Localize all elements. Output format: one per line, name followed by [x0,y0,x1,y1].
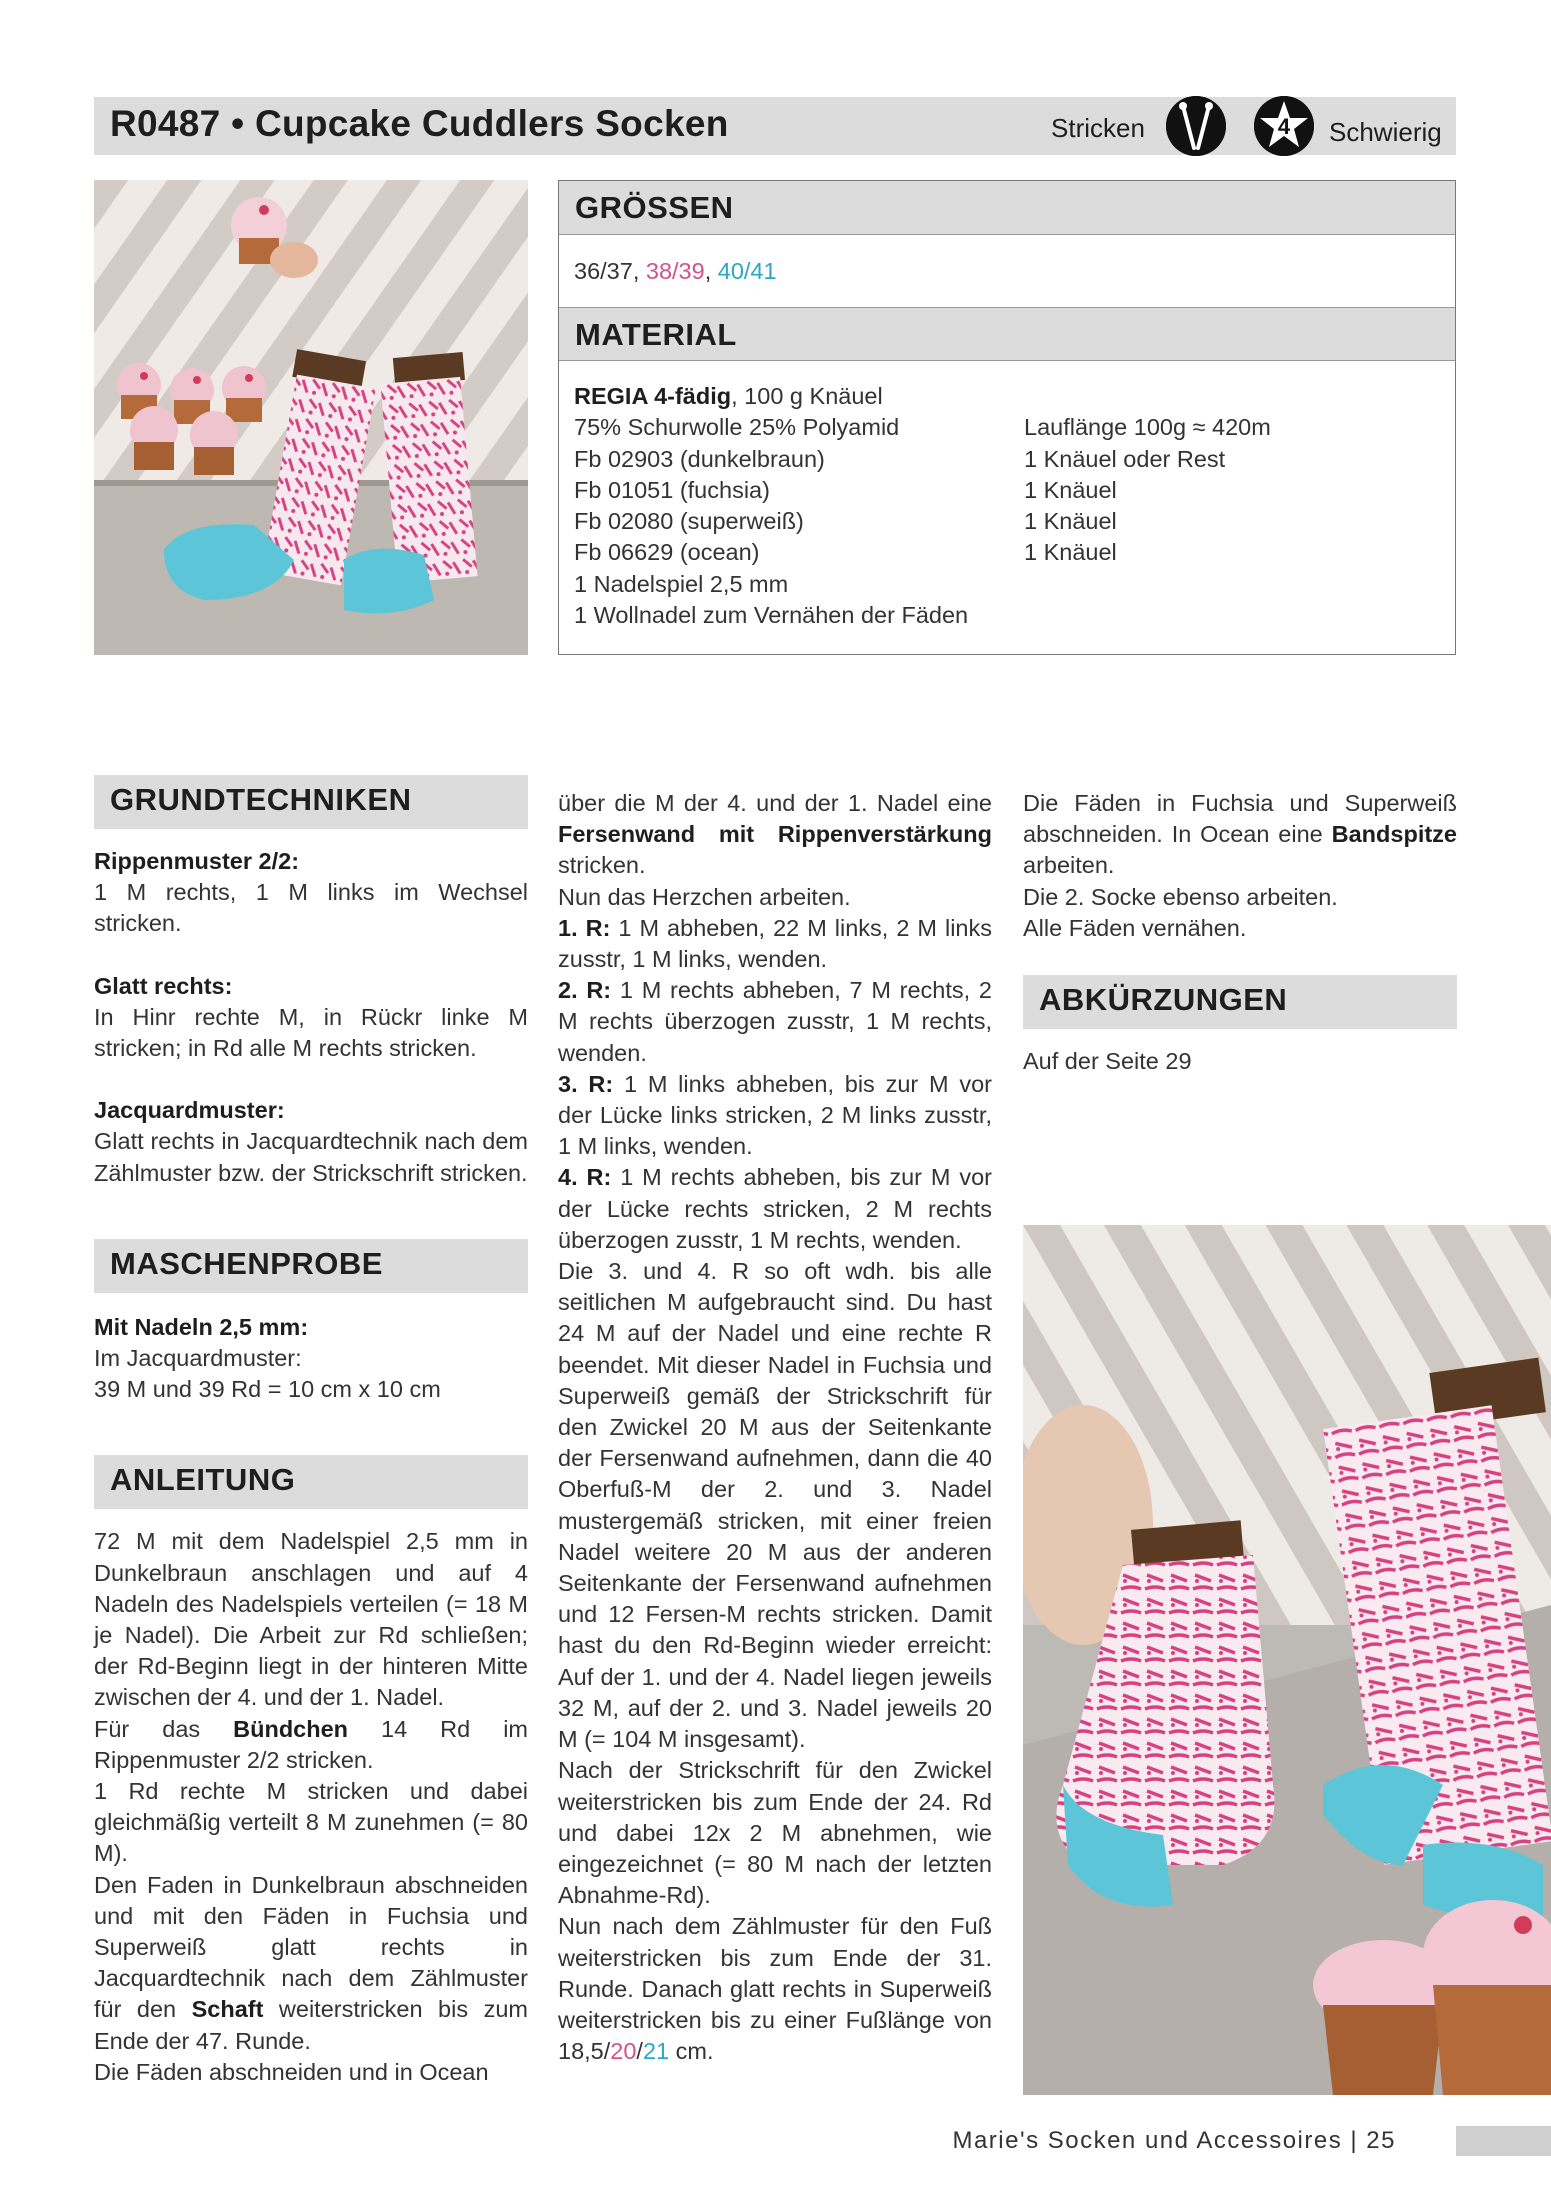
rippen-text: 1 M rechts, 1 M links im Wechsel stricken. [94,879,528,937]
material-item: Fb 01051 (fuchsia) [574,476,770,503]
page-number: 25 [1366,2127,1396,2154]
sizes-material-box [558,180,1456,655]
difficulty-number: 4 [1277,114,1291,139]
row-instruction: 1. R: 1 M abheben, 22 M links, 2 M links zusstr, 1 M links, wenden. [558,914,992,973]
material-row [574,444,1440,475]
title-bar [94,97,1456,155]
maschenprobe-title: Mit Nadeln 2,5 mm: [94,1313,309,1340]
material-item: 75% Schurwolle 25% Polyamid [574,414,900,441]
yarn-line [574,381,1440,412]
size-2: 38/39 [645,258,705,284]
row-instruction: 4. R: 1 M rechts abheben, bis zur M vor der Lücke rechts stricken, 2 M rechts überzogen zusstr, 1 M rechts, wenden. [558,1164,992,1253]
abkuerzungen-text: Auf der Seite 29 [1023,1048,1192,1075]
knitting-needles-icon [1166,96,1226,156]
material-heading: MATERIAL [559,307,1455,361]
column-3 [1023,788,1457,1077]
instruction-paragraph: über die M der 4. und der 1. Nadel eine Fersenwand mit Rippenverstärkung stricken. [558,790,992,879]
anleitung-paragraph: 1 Rd rechte M stricken und dabei gleichmäßig verteilt 8 M zunehmen (= 80 M). [94,1778,528,1867]
jacquard-title: Jacquardmuster: [94,1097,285,1124]
page-title: R0487 • Cupcake Cuddlers Socken [110,103,729,144]
glatt-title: Glatt rechts: [94,972,233,999]
column-1 [94,775,528,2088]
technique-label: Stricken [1051,113,1145,143]
material-amount: Lauflänge 100g ≈ 420m [1024,414,1271,441]
material-row [574,569,1440,600]
maschenprobe-line1: Im Jacquardmuster: [94,1345,302,1372]
material-item: Fb 06629 (ocean) [574,539,760,566]
size-1: 36/37 [574,258,633,284]
footer-publication: Marie's Socken und Accessoires [952,2127,1343,2154]
grundtechniken-heading: GRUNDTECHNIKEN [94,775,528,829]
row-instruction: 3. R: 1 M links abheben, bis zur M vor der Lücke links stricken, 2 M links zusstr, 1 M links, wenden. [558,1070,992,1160]
instruction-paragraph: Nun das Herzchen arbeiten. [558,883,851,910]
rippen-title: Rippenmuster 2/2: [94,848,300,874]
anleitung-paragraph: 72 M mit dem Nadelspiel 2,5 mm in Dunkelbraun anschlagen und auf 4 Nadeln des Nadelspiels verteilen (= 18 M je Nadel). Die Arbeit zur Rd schließen; der Rd-Beginn liegt in der hinteren Mitte zwischen der 4. und der 1. Nadel. [94,1528,528,1711]
anleitung-heading: ANLEITUNG [94,1455,528,1509]
material-row [574,537,1440,568]
material-row [574,412,1440,443]
instruction-paragraph: Nun nach dem Zählmuster für den Fuß weiterstricken bis zum Ende der 31. Runde. Danach glatt rechts in Superweiß weiterstricken bis zu einer Fußlänge von 18,5/20/21 cm. [558,1913,992,2065]
size-separator: , [704,258,718,284]
material-list [559,361,1455,631]
size-3: 40/41 [717,258,777,284]
finishing-paragraph: Die Fäden in Fuchsia und Superweiß abschneiden. In Ocean eine Bandspitze arbeiten. [1023,790,1457,879]
footer [952,2127,1396,2155]
material-amount: 1 Knäuel [1024,476,1117,503]
material-item: Fb 02080 (superweiß) [574,508,804,535]
instruction-paragraph: Die 3. und 4. R so oft wdh. bis alle seitlichen M aufgebraucht sind. Du hast 24 M auf der Nadel und eine rechte R beendet. Mit dieser Nadel in Fuchsia und Superweiß gemäß der Strickschrift für den Zwickel 20 M aus der Seitenkante der Fersenwand aufnehmen, dann die 40 Oberfuß-M der 2. und 3. Nadel mustergemäß stricken, mit einer freien Nadel weitere 20 M aus der anderen Seitenkante der Fersenwand aufnehmen und 12 Fersen-M rechts stricken. Damit hast du den Rd-Beginn wieder erreicht: Auf der 1. und der 4. Nadel liegen jeweils 32 M, auf der 2. und 3. Nadel jeweils 20 M (= 104 M insgesamt). [558,1258,992,1753]
difficulty-label: Schwierig [1329,117,1442,147]
finishing-paragraph: Die 2. Socke ebenso arbeiten. [1023,883,1338,910]
footer-bar [1456,2126,1551,2156]
instruction-paragraph: Nach der Strickschrift für den Zwickel weiterstricken bis zum Ende der 24. Rd und dabei 12x 2 M abnehmen, wie eingezeichnet (= 80 M nach der letzten Abnahme-Rd). [558,1757,992,1909]
top-photo [94,180,528,655]
material-row [574,600,1440,631]
difficulty-star-icon [1254,96,1314,156]
column-2 [558,788,992,2067]
maschenprobe-line2: 39 M und 39 Rd = 10 cm x 10 cm [94,1376,441,1403]
row-instruction: 2. R: 1 M rechts abheben, 7 M rechts, 2 M rechts überzogen zusstr, 1 M rechts, wenden. [558,977,992,1066]
anleitung-paragraph: Den Faden in Dunkelbraun abschneiden und mit den Fäden in Fuchsia und Superweiß glatt rechts in Jacquardtechnik nach dem Zählmuster für den Schaft weiterstricken bis zum Ende der 47. Runde. [94,1871,528,2054]
bottom-photo [1023,1225,1551,2095]
sizes-list [559,235,1455,307]
sizes-heading: GRÖSSEN [559,181,1455,235]
material-row [574,506,1440,537]
size-separator: , [632,258,646,284]
glatt-text: In Hinr rechte M, in Rückr linke M stricken; in Rd alle M rechts stricken. [94,1003,528,1062]
maschenprobe-heading: MASCHENPROBE [94,1239,528,1293]
anleitung-paragraph: Für das Bündchen 14 Rd im Rippenmuster 2/2 stricken. [94,1715,528,1773]
material-amount: 1 Knäuel oder Rest [1024,445,1226,472]
abkuerzungen-heading: ABKÜRZUNGEN [1023,975,1457,1029]
material-item: 1 Nadelspiel 2,5 mm [574,570,789,597]
yarn-brand: REGIA 4-fädig [574,383,732,409]
material-item: Fb 02903 (dunkelbraun) [574,445,825,472]
jacquard-text: Glatt rechts in Jacquardtechnik nach dem Zählmuster bzw. der Strickschrift stricken. [94,1128,528,1186]
yarn-detail: , 100 g Knäuel [731,383,883,409]
material-item: 1 Wollnadel zum Vernähen der Fäden [574,602,969,629]
footer-separator: | [1342,2127,1367,2154]
anleitung-paragraph: Die Fäden abschneiden und in Ocean [94,2058,489,2085]
material-amount: 1 Knäuel [1024,539,1117,566]
finishing-paragraph: Alle Fäden vernähen. [1023,914,1247,941]
material-row [574,475,1440,506]
material-amount: 1 Knäuel [1024,508,1117,535]
